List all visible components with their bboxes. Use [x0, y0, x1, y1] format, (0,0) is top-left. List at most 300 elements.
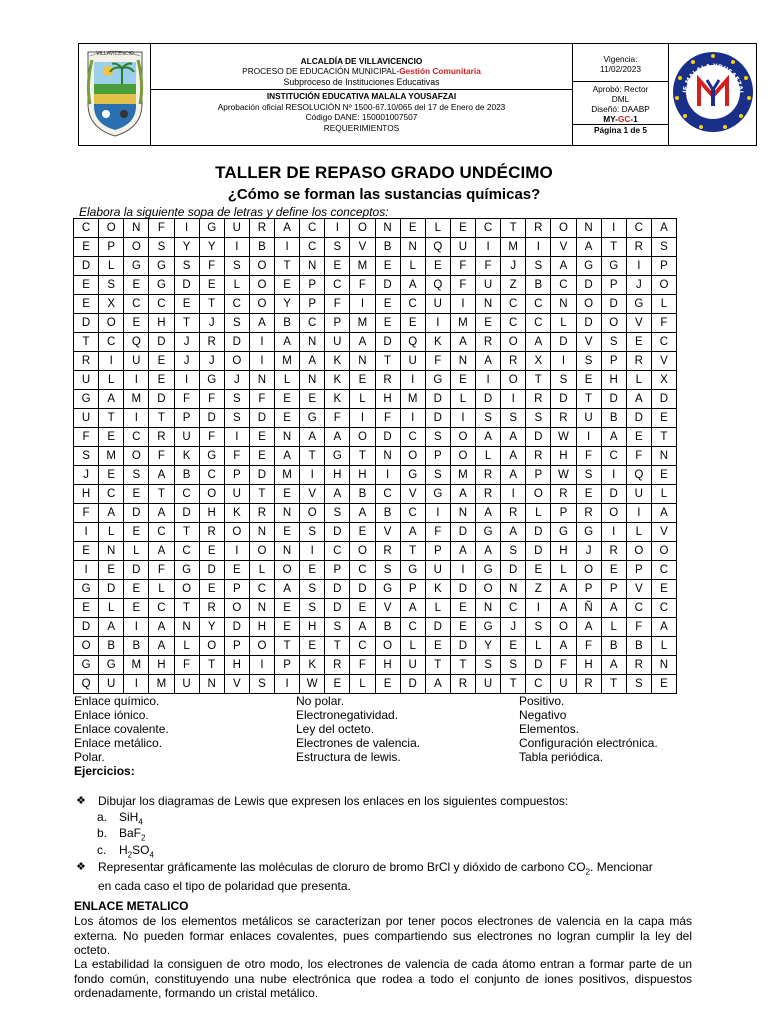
grid-cell: S — [501, 542, 526, 561]
grid-cell: N — [275, 542, 300, 561]
grid-cell: O — [249, 637, 274, 656]
grid-cell: I — [275, 238, 300, 257]
grid-cell: D — [450, 523, 475, 542]
grid-cell: O — [601, 314, 626, 333]
grid-cell: I — [224, 542, 249, 561]
grid-cell: E — [651, 580, 676, 599]
concept-item: Electrones de valencia. — [296, 736, 421, 750]
grid-cell: I — [501, 390, 526, 409]
grid-cell: C — [350, 561, 375, 580]
grid-cell: C — [124, 428, 149, 447]
grid-cell: H — [199, 504, 224, 523]
grid-cell: N — [199, 675, 224, 694]
concept-item: Electronegatividad. — [296, 708, 399, 722]
grid-cell: D — [626, 409, 651, 428]
concept-item: Enlace covalente. — [74, 722, 169, 736]
grid-cell: N — [300, 371, 325, 390]
grid-cell: V — [375, 523, 400, 542]
grid-cell: T — [174, 523, 199, 542]
grid-cell: P — [325, 314, 350, 333]
grid-cell: R — [249, 219, 274, 238]
grid-cell: M — [450, 466, 475, 485]
grid-cell: I — [300, 542, 325, 561]
grid-cell: Q — [400, 333, 425, 352]
grid-cell: S — [501, 656, 526, 675]
grid-cell: P — [300, 276, 325, 295]
concept-item: Polar. — [74, 750, 105, 764]
grid-cell: U — [325, 333, 350, 352]
grid-cell: I — [249, 656, 274, 675]
grid-cell: P — [400, 580, 425, 599]
grid-cell: D — [526, 523, 551, 542]
grid-cell: G — [300, 409, 325, 428]
grid-cell: E — [350, 523, 375, 542]
grid-cell: A — [501, 428, 526, 447]
grid-cell: P — [425, 542, 450, 561]
grid-cell: C — [501, 599, 526, 618]
section-heading: ENLACE METALICO — [74, 899, 189, 913]
grid-cell: L — [551, 561, 576, 580]
grid-cell: S — [476, 656, 501, 675]
grid-cell: D — [249, 466, 274, 485]
grid-cell: I — [526, 238, 551, 257]
grid-cell: E — [350, 371, 375, 390]
page-title: TALLER DE REPASO GRADO UNDÉCIMO — [215, 163, 553, 182]
grid-cell: U — [224, 219, 249, 238]
grid-cell: V — [224, 675, 249, 694]
grid-cell: B — [601, 409, 626, 428]
grid-cell: U — [425, 561, 450, 580]
grid-cell: F — [74, 428, 99, 447]
grid-cell: O — [576, 561, 601, 580]
grid-cell: C — [551, 276, 576, 295]
grid-cell: O — [300, 504, 325, 523]
grid-cell: E — [375, 257, 400, 276]
grid-cell: T — [325, 637, 350, 656]
grid-cell: I — [476, 238, 501, 257]
grid-cell: R — [74, 352, 99, 371]
grid-cell: G — [576, 523, 601, 542]
grid-cell: E — [199, 580, 224, 599]
grid-cell: D — [124, 561, 149, 580]
grid-cell: Y — [476, 637, 501, 656]
grid-cell: O — [551, 219, 576, 238]
paragraph: Los átomos de los elementos metálicos se caracterizan por tener pocos electrones de valencia en la capa más externa. No pueden formar enlaces covalentes, pues compartiendo sus electrones no logran cumplir la ley del octeto. — [74, 914, 692, 957]
grid-cell: E — [275, 276, 300, 295]
grid-cell: U — [425, 295, 450, 314]
grid-cell: J — [501, 618, 526, 637]
grid-cell: R — [626, 238, 651, 257]
grid-cell: G — [124, 257, 149, 276]
grid-cell: S — [526, 257, 551, 276]
grid-cell: I — [626, 257, 651, 276]
grid-cell: S — [476, 409, 501, 428]
grid-cell: A — [450, 333, 475, 352]
grid-cell: P — [174, 409, 199, 428]
grid-cell: T — [300, 447, 325, 466]
grid-cell: A — [476, 504, 501, 523]
grid-cell: F — [174, 390, 199, 409]
grid-cell: E — [74, 599, 99, 618]
grid-cell: C — [74, 219, 99, 238]
grid-cell: C — [526, 295, 551, 314]
grid-cell: C — [651, 561, 676, 580]
grid-cell: N — [450, 504, 475, 523]
grid-cell: Y — [199, 238, 224, 257]
grid-cell: E — [99, 466, 124, 485]
grid-cell: P — [601, 580, 626, 599]
grid-cell: A — [501, 523, 526, 542]
grid-cell: R — [199, 523, 224, 542]
grid-cell: L — [651, 637, 676, 656]
grid-cell: T — [275, 637, 300, 656]
grid-cell: C — [174, 485, 199, 504]
grid-cell: R — [375, 371, 400, 390]
grid-cell: R — [526, 390, 551, 409]
grid-cell: L — [626, 371, 651, 390]
grid-cell: A — [501, 466, 526, 485]
grid-cell: U — [476, 276, 501, 295]
grid-cell: A — [400, 523, 425, 542]
grid-cell: N — [400, 238, 425, 257]
grid-cell: R — [149, 428, 174, 447]
grid-row — [74, 238, 677, 257]
grid-cell: U — [476, 675, 501, 694]
grid-cell: N — [476, 295, 501, 314]
grid-cell: A — [99, 504, 124, 523]
grid-cell: B — [375, 504, 400, 523]
exercises-heading: Ejercicios: — [74, 764, 135, 778]
grid-row — [74, 580, 677, 599]
grid-cell: L — [651, 295, 676, 314]
grid-cell: O — [400, 447, 425, 466]
grid-cell: B — [601, 637, 626, 656]
grid-cell: D — [74, 618, 99, 637]
grid-cell: L — [350, 675, 375, 694]
grid-cell: F — [149, 561, 174, 580]
grid-cell: R — [601, 542, 626, 561]
grid-cell: C — [375, 485, 400, 504]
grid-cell: V — [400, 485, 425, 504]
grid-cell: X — [99, 295, 124, 314]
grid-row — [74, 276, 677, 295]
grid-cell: U — [626, 485, 651, 504]
grid-cell: W — [551, 466, 576, 485]
grid-cell: C — [149, 599, 174, 618]
grid-cell: F — [626, 447, 651, 466]
grid-cell: Q — [124, 333, 149, 352]
grid-cell: T — [526, 371, 551, 390]
vigencia-label: Vigencia: 11/02/2023 — [600, 54, 641, 74]
grid-cell: D — [551, 390, 576, 409]
grid-cell: F — [174, 656, 199, 675]
grid-cell: H — [551, 542, 576, 561]
grid-cell: H — [375, 390, 400, 409]
grid-cell: N — [375, 447, 400, 466]
grid-cell: U — [400, 352, 425, 371]
grid-cell: S — [526, 409, 551, 428]
grid-cell: U — [99, 675, 124, 694]
grid-cell: C — [174, 542, 199, 561]
grid-cell: D — [450, 637, 475, 656]
paragraph: La estabilidad la consiguen de otro modo, los electrones de valencia de cada átomo entran a formar parte de un fondo común, constituyendo una nube electrónica que rodea a todo el conjunto de iones positivos, dispuestos ordenadamente, formando un cristal metálico. — [74, 957, 692, 1000]
grid-cell: D — [325, 580, 350, 599]
grid-cell: Y — [199, 618, 224, 637]
grid-cell: F — [626, 618, 651, 637]
grid-cell: S — [626, 675, 651, 694]
grid-cell: U — [174, 428, 199, 447]
grid-cell: F — [375, 409, 400, 428]
grid-cell: I — [275, 675, 300, 694]
grid-row — [74, 371, 677, 390]
grid-cell: S — [501, 409, 526, 428]
grid-cell: G — [74, 580, 99, 599]
grid-cell: S — [601, 333, 626, 352]
grid-cell: P — [300, 295, 325, 314]
grid-cell: T — [275, 257, 300, 276]
concept-item: Enlace químico. — [74, 694, 160, 708]
grid-cell: E — [601, 561, 626, 580]
grid-cell: E — [74, 295, 99, 314]
grid-cell: N — [249, 523, 274, 542]
grid-cell: C — [350, 637, 375, 656]
grid-cell: P — [526, 466, 551, 485]
grid-row — [74, 219, 677, 238]
grid-row — [74, 637, 677, 656]
exercise-text: Dibujar los diagramas de Lewis que expresen los enlaces en los siguientes compuestos: — [98, 794, 569, 808]
grid-cell: I — [124, 618, 149, 637]
grid-cell: P — [576, 580, 601, 599]
grid-cell: I — [300, 466, 325, 485]
grid-cell: I — [249, 333, 274, 352]
grid-cell: T — [199, 656, 224, 675]
grid-cell: R — [576, 504, 601, 523]
grid-cell: C — [601, 447, 626, 466]
grid-row — [74, 390, 677, 409]
grid-cell: B — [99, 637, 124, 656]
grid-cell: S — [249, 675, 274, 694]
grid-cell: C — [651, 333, 676, 352]
grid-cell: H — [149, 314, 174, 333]
grid-cell: M — [350, 257, 375, 276]
grid-cell: F — [425, 352, 450, 371]
grid-cell: A — [450, 485, 475, 504]
grid-cell: H — [224, 656, 249, 675]
grid-cell: A — [149, 618, 174, 637]
grid-cell: Z — [501, 276, 526, 295]
grid-cell: D — [74, 314, 99, 333]
grid-cell: E — [651, 409, 676, 428]
grid-cell: L — [526, 637, 551, 656]
grid-cell: B — [626, 637, 651, 656]
grid-cell: W — [551, 428, 576, 447]
grid-cell: N — [275, 504, 300, 523]
grid-cell: I — [526, 599, 551, 618]
grid-cell: I — [350, 409, 375, 428]
grid-cell: I — [174, 219, 199, 238]
grid-cell: I — [375, 466, 400, 485]
grid-cell: I — [224, 428, 249, 447]
grid-cell: S — [224, 390, 249, 409]
grid-cell: H — [576, 656, 601, 675]
grid-cell: K — [425, 333, 450, 352]
logo-left-cell — [79, 44, 151, 146]
grid-cell: C — [526, 314, 551, 333]
grid-cell: G — [476, 618, 501, 637]
grid-cell: N — [450, 352, 475, 371]
grid-row — [74, 447, 677, 466]
concepts-column-1 — [74, 694, 169, 764]
grid-cell: C — [325, 276, 350, 295]
grid-cell: C — [99, 333, 124, 352]
grid-cell: D — [375, 428, 400, 447]
grid-cell: Q — [425, 276, 450, 295]
grid-cell: F — [350, 656, 375, 675]
grid-cell: E — [375, 295, 400, 314]
grid-cell: N — [124, 219, 149, 238]
grid-cell: S — [149, 238, 174, 257]
grid-cell: I — [124, 371, 149, 390]
grid-cell: E — [174, 295, 199, 314]
grid-cell: Z — [526, 580, 551, 599]
grid-cell: G — [400, 466, 425, 485]
grid-cell: R — [626, 656, 651, 675]
grid-cell: U — [74, 371, 99, 390]
grid-cell: T — [174, 314, 199, 333]
grid-cell: J — [501, 257, 526, 276]
grid-cell: V — [626, 580, 651, 599]
grid-cell: A — [249, 314, 274, 333]
grid-row — [74, 599, 677, 618]
grid-cell: T — [99, 409, 124, 428]
dane-code: Código DANE: 150001007507 — [305, 112, 418, 123]
grid-cell: F — [325, 409, 350, 428]
grid-cell: D — [400, 675, 425, 694]
grid-cell: A — [400, 599, 425, 618]
grid-cell: C — [400, 504, 425, 523]
grid-row — [74, 352, 677, 371]
grid-cell: M — [124, 390, 149, 409]
grid-cell: O — [99, 219, 124, 238]
grid-cell: A — [626, 390, 651, 409]
designed-by: Diseñó: DAABP — [591, 104, 650, 114]
grid-cell: N — [249, 599, 274, 618]
grid-cell: A — [651, 504, 676, 523]
grid-cell: B — [275, 314, 300, 333]
grid-cell: F — [224, 447, 249, 466]
grid-cell: R — [626, 352, 651, 371]
grid-cell: M — [350, 314, 375, 333]
grid-cell: C — [325, 542, 350, 561]
grid-cell: A — [149, 542, 174, 561]
grid-cell: C — [124, 295, 149, 314]
grid-cell: U — [224, 485, 249, 504]
grid-cell: C — [199, 466, 224, 485]
grid-cell: S — [224, 257, 249, 276]
grid-cell: R — [375, 542, 400, 561]
grid-cell: I — [325, 219, 350, 238]
concept-item: Configuración electrónica. — [519, 736, 658, 750]
grid-row — [74, 675, 677, 694]
grid-cell: E — [74, 238, 99, 257]
grid-cell: A — [601, 656, 626, 675]
grid-cell: N — [651, 656, 676, 675]
grid-cell: F — [450, 257, 475, 276]
grid-cell: I — [601, 219, 626, 238]
grid-cell: L — [249, 561, 274, 580]
grid-cell: B — [375, 238, 400, 257]
grid-cell: G — [149, 276, 174, 295]
grid-cell: A — [526, 333, 551, 352]
grid-cell: A — [325, 485, 350, 504]
grid-cell: A — [300, 428, 325, 447]
grid-cell: F — [450, 276, 475, 295]
grid-cell: O — [249, 295, 274, 314]
grid-cell: O — [124, 447, 149, 466]
grid-cell: D — [425, 618, 450, 637]
grid-cell: E — [124, 523, 149, 542]
grid-cell: R — [476, 466, 501, 485]
grid-cell: E — [275, 523, 300, 542]
grid-cell: G — [174, 561, 199, 580]
grid-cell: P — [601, 352, 626, 371]
grid-cell: E — [450, 371, 475, 390]
grid-cell: N — [576, 219, 601, 238]
grid-cell: M — [275, 352, 300, 371]
grid-cell: C — [526, 675, 551, 694]
grid-cell: E — [249, 428, 274, 447]
grid-row — [74, 561, 677, 580]
logo-left-text: VILLAVICENCIO — [95, 51, 134, 57]
grid-cell: O — [450, 428, 475, 447]
grid-cell: S — [224, 314, 249, 333]
grid-cell: E — [99, 428, 124, 447]
grid-cell: S — [425, 466, 450, 485]
grid-cell: E — [651, 675, 676, 694]
grid-cell: P — [275, 656, 300, 675]
grid-cell: A — [275, 580, 300, 599]
grid-cell: A — [551, 257, 576, 276]
grid-cell: E — [526, 561, 551, 580]
grid-cell: C — [149, 295, 174, 314]
grid-cell: J — [74, 466, 99, 485]
grid-cell: R — [199, 599, 224, 618]
grid-cell: G — [375, 580, 400, 599]
grid-cell: E — [249, 447, 274, 466]
grid-cell: H — [350, 466, 375, 485]
grid-cell: G — [149, 257, 174, 276]
grid-cell: B — [350, 485, 375, 504]
grid-cell: E — [425, 257, 450, 276]
grid-cell: E — [224, 561, 249, 580]
grid-cell: A — [275, 447, 300, 466]
grid-cell: L — [124, 542, 149, 561]
grid-cell: A — [325, 428, 350, 447]
grid-cell: A — [450, 542, 475, 561]
grid-cell: Ñ — [576, 599, 601, 618]
grid-cell: I — [74, 561, 99, 580]
grid-cell: K — [325, 352, 350, 371]
grid-cell: C — [476, 219, 501, 238]
grid-cell: P — [551, 504, 576, 523]
grid-cell: G — [400, 561, 425, 580]
grid-cell: O — [526, 485, 551, 504]
concept-item: Enlace iónico. — [74, 708, 149, 722]
grid-cell: E — [74, 276, 99, 295]
grid-cell: R — [199, 333, 224, 352]
grid-cell: F — [199, 257, 224, 276]
grid-cell: I — [425, 504, 450, 523]
